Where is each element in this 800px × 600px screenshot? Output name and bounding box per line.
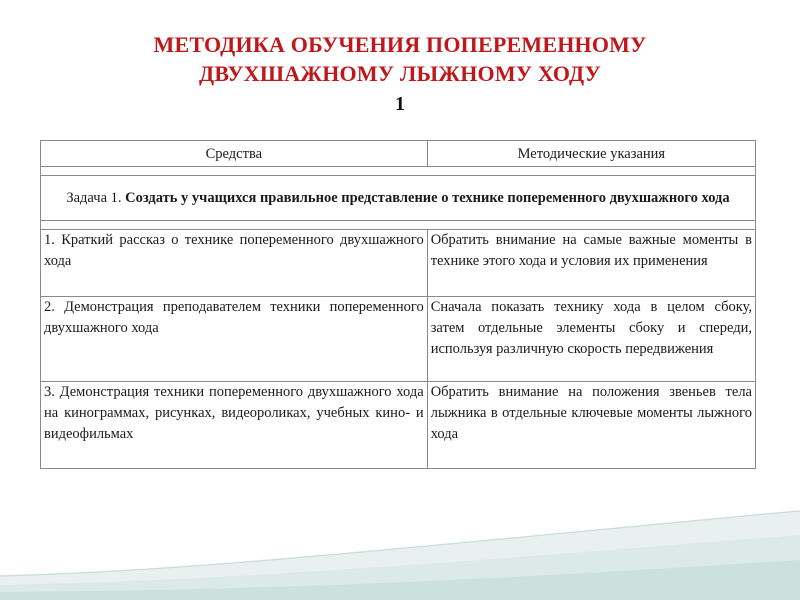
task-prefix: Задача 1.: [66, 189, 126, 206]
decorative-waves: [0, 490, 800, 600]
instructions-cell: Сначала показать технику хода в целом сбоку, затем отдельные элементы сбоку и спереди, используя различную скорость передвижения: [427, 297, 755, 382]
slide-title: [0, 30, 800, 88]
slide-number: 1: [395, 93, 405, 115]
table-row: [41, 230, 756, 297]
header-instructions: Методические указания: [427, 141, 755, 167]
means-cell: 1. Краткий рассказ о технике попеременного двухшажного хода: [41, 230, 428, 297]
spacer-row: [41, 167, 756, 176]
task-row: [41, 176, 756, 221]
table-row: [41, 297, 756, 382]
methods-table: [40, 140, 756, 469]
instructions-cell: Обратить внимание на положения звеньев тела лыжника в отдельные ключевые моменты лыжного хода: [427, 382, 755, 469]
task-text: Создать у учащихся правильное представление о технике попеременного двухшажного хода: [125, 189, 730, 206]
table-header-row: [41, 141, 756, 167]
means-cell: 3. Демонстрация техники попеременного двухшажного хода на кинограммах, рисунках, видеороликах, учебных кино- и видеофильмах: [41, 382, 428, 469]
table-row: [41, 382, 756, 469]
title-line-2: ДВУХШАЖНОМУ ЛЫЖНОМУ ХОДУ: [198, 61, 601, 86]
header-means: Средства: [41, 141, 428, 167]
title-line-1: МЕТОДИКА ОБУЧЕНИЯ ПОПЕРЕМЕННОМУ: [153, 32, 647, 57]
task-cell: [41, 176, 756, 221]
means-cell: 2. Демонстрация преподавателем техники попеременного двухшажного хода: [41, 297, 428, 382]
instructions-cell: Обратить внимание на самые важные моменты в технике этого хода и условия их применения: [427, 230, 755, 297]
spacer-row: [41, 221, 756, 230]
